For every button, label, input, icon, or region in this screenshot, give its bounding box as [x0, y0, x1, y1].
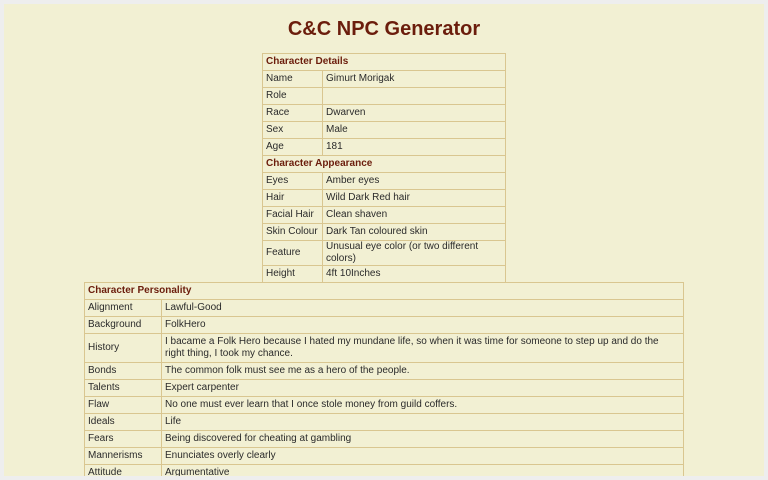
row-value-fears: Being discovered for cheating at gambling: [162, 431, 684, 448]
row-value-ideals: Life: [162, 414, 684, 431]
row-label-mannerisms: Mannerisms: [85, 448, 162, 465]
row-value-attitude: Argumentative: [162, 465, 684, 477]
row-label-bonds: Bonds: [85, 363, 162, 380]
table-row: [263, 88, 506, 105]
row-label-background: Background: [85, 317, 162, 334]
row-value-height: 4ft 10Inches: [323, 266, 506, 283]
page-title: C&C NPC Generator: [287, 18, 481, 40]
row-value-skin-colour: Dark Tan coloured skin: [323, 224, 506, 241]
table-row: [85, 431, 684, 448]
table-row: [85, 317, 684, 334]
page: [4, 4, 764, 476]
table-row: [85, 380, 684, 397]
row-value-race: Dwarven: [323, 105, 506, 122]
row-label-fears: Fears: [85, 431, 162, 448]
row-value-hair: Wild Dark Red hair: [323, 190, 506, 207]
table-row: [263, 122, 506, 139]
table-row: [85, 465, 684, 477]
table-row: [263, 105, 506, 122]
row-label-alignment: Alignment: [85, 300, 162, 317]
table-row: [263, 139, 506, 156]
row-label-race: Race: [263, 105, 323, 122]
row-value-age: 181: [323, 139, 506, 156]
section-heading-appearance: Character Appearance: [263, 156, 506, 173]
row-value-bonds: The common folk must see me as a hero of the people.: [162, 363, 684, 380]
row-label-feature: Feature: [263, 241, 323, 266]
character-details-table: [262, 53, 506, 283]
row-value-role: [323, 88, 506, 105]
row-value-flaw: No one must ever learn that I once stole money from guild coffers.: [162, 397, 684, 414]
row-label-name: Name: [263, 71, 323, 88]
row-label-hair: Hair: [263, 190, 323, 207]
section-header-row: [263, 156, 506, 173]
table-row: [85, 300, 684, 317]
row-label-role: Role: [263, 88, 323, 105]
row-value-sex: Male: [323, 122, 506, 139]
table-row: [263, 241, 506, 266]
table-row: [263, 71, 506, 88]
row-label-sex: Sex: [263, 122, 323, 139]
table-row: [263, 224, 506, 241]
row-label-flaw: Flaw: [85, 397, 162, 414]
table-row: [263, 266, 506, 283]
row-label-height: Height: [263, 266, 323, 283]
row-value-talents: Expert carpenter: [162, 380, 684, 397]
table-row: [85, 363, 684, 380]
row-label-talents: Talents: [85, 380, 162, 397]
table-row: [85, 414, 684, 431]
row-value-facial-hair: Clean shaven: [323, 207, 506, 224]
row-label-eyes: Eyes: [263, 173, 323, 190]
table-row: [263, 190, 506, 207]
row-label-skin-colour: Skin Colour: [263, 224, 323, 241]
table-row: [263, 207, 506, 224]
section-heading-details: Character Details: [263, 54, 506, 71]
row-value-history: I bacame a Folk Hero because I hated my mundane life, so when it was time for someone to step up and do the right thing, I took my chance.: [162, 334, 684, 363]
table-row: [263, 173, 506, 190]
row-value-mannerisms: Enunciates overly clearly: [162, 448, 684, 465]
row-label-age: Age: [263, 139, 323, 156]
row-label-facial-hair: Facial Hair: [263, 207, 323, 224]
row-value-alignment: Lawful-Good: [162, 300, 684, 317]
character-personality-table: [84, 282, 684, 476]
row-label-attitude: Attitude: [85, 465, 162, 477]
row-value-background: FolkHero: [162, 317, 684, 334]
table-row: [85, 448, 684, 465]
table-row: [85, 397, 684, 414]
row-value-feature: Unusual eye color (or two different colors): [323, 241, 506, 266]
section-header-row: [85, 283, 684, 300]
row-label-ideals: Ideals: [85, 414, 162, 431]
row-value-eyes: Amber eyes: [323, 173, 506, 190]
section-header-row: [263, 54, 506, 71]
row-label-history: History: [85, 334, 162, 363]
row-value-name: Gimurt Morigak: [323, 71, 506, 88]
table-row: [85, 334, 684, 363]
section-heading-personality: Character Personality: [85, 283, 684, 300]
